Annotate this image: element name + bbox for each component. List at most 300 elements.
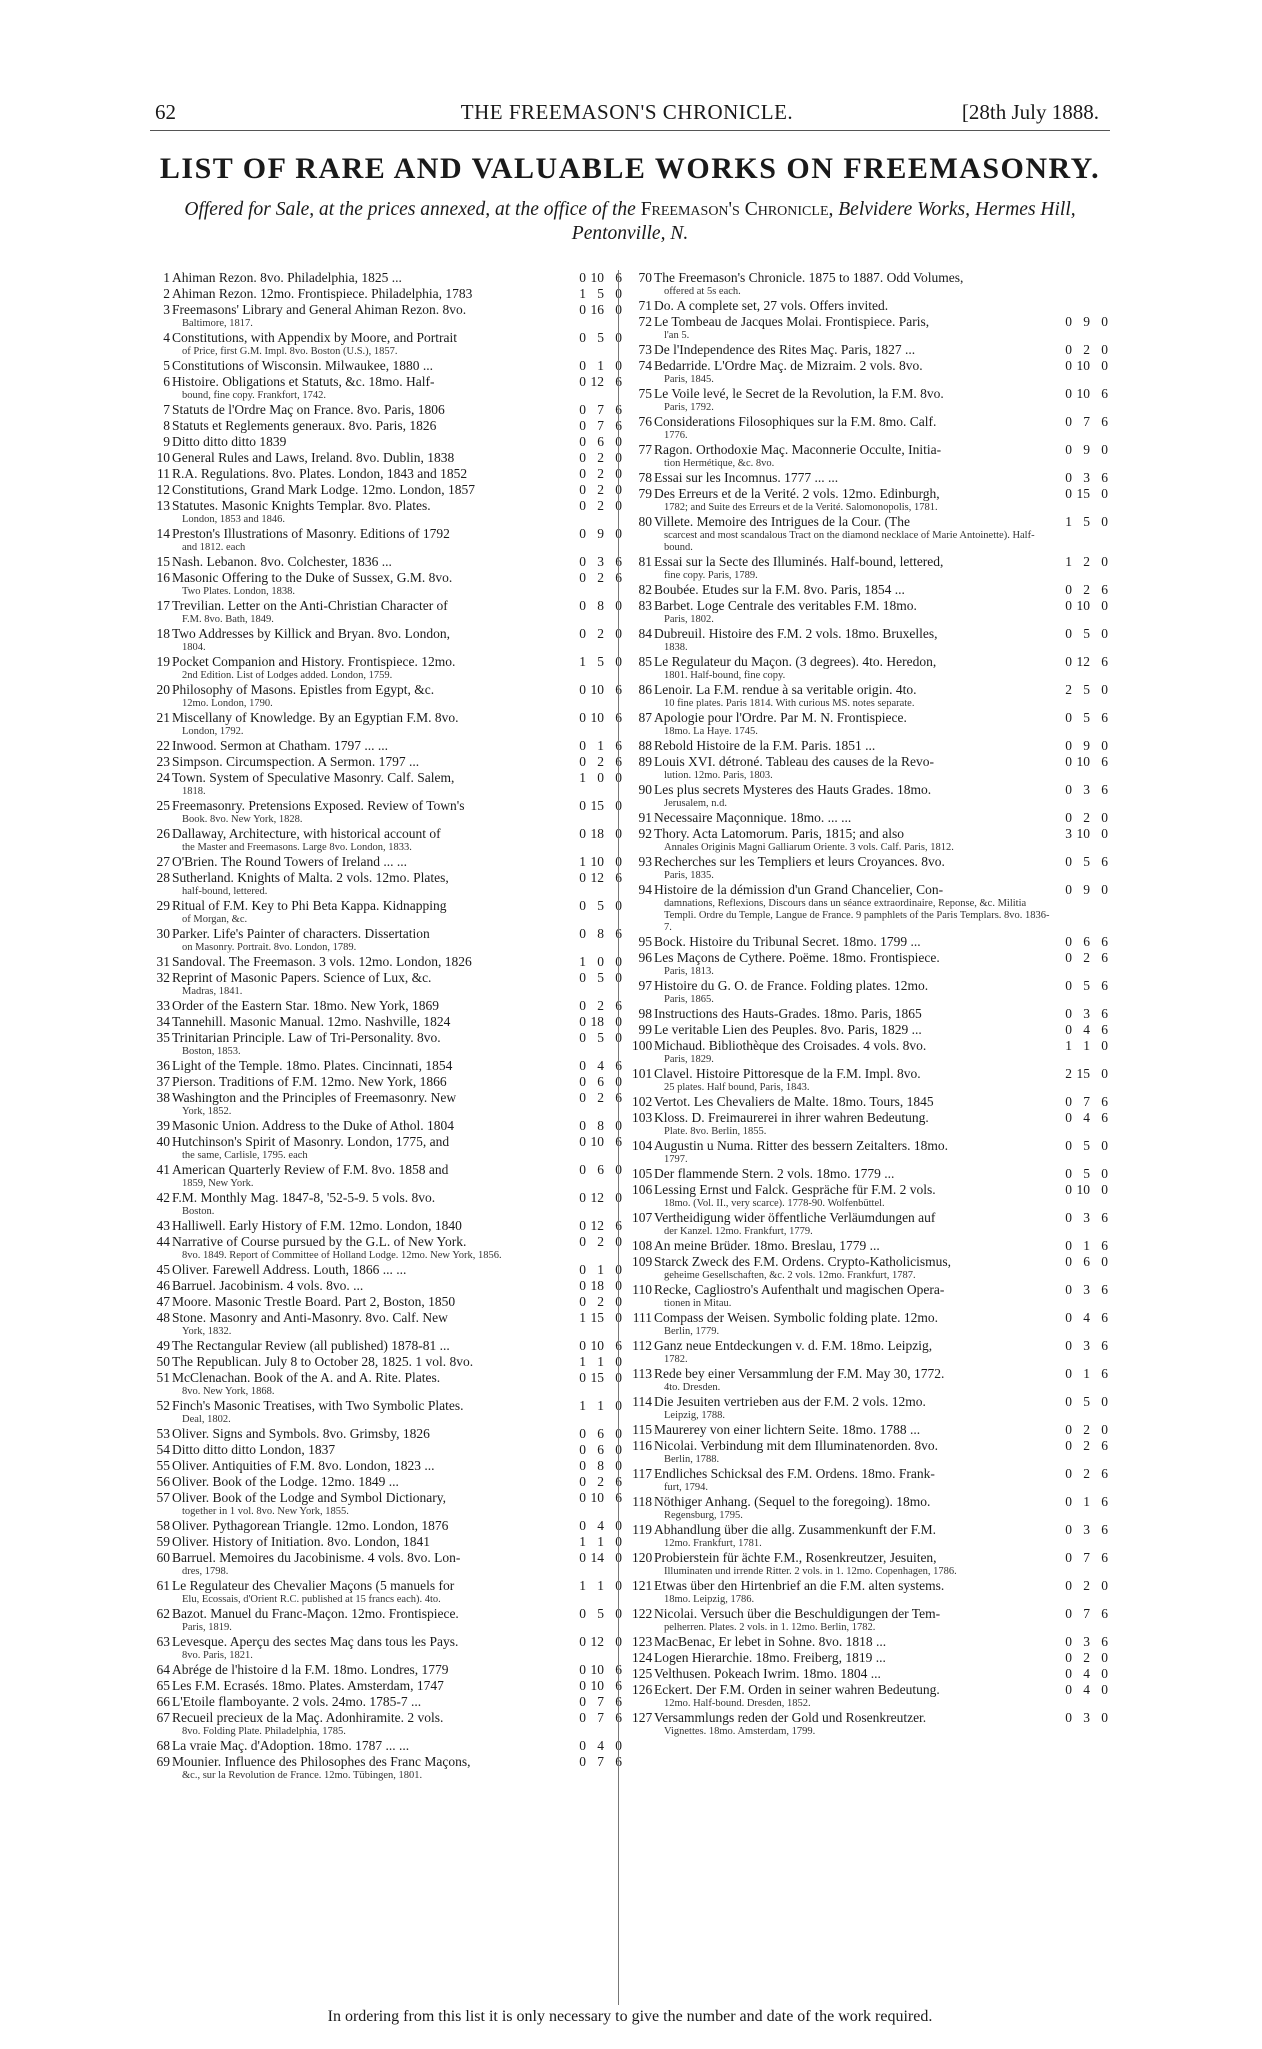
item-number: 26 xyxy=(156,826,170,841)
list-item xyxy=(632,470,1110,486)
price-pounds: 3 xyxy=(1065,826,1072,841)
item-price xyxy=(1054,1466,1110,1482)
list-item xyxy=(632,810,1110,826)
item-price xyxy=(568,1678,624,1694)
item-number: 116 xyxy=(632,1438,652,1453)
list-item xyxy=(150,1014,624,1030)
list-item xyxy=(632,486,1110,514)
item-number: 78 xyxy=(638,470,652,485)
item-title: Nicolai. Versuch über die Beschuldigungen der Tem- xyxy=(654,1606,941,1621)
item-price xyxy=(568,1398,624,1414)
item-number: 56 xyxy=(156,1474,170,1489)
price-shillings: 10 xyxy=(1076,358,1090,373)
price-shillings: 15 xyxy=(1076,486,1090,501)
price-pence: 0 xyxy=(615,1262,622,1277)
item-number: 2 xyxy=(163,286,170,301)
list-item xyxy=(632,1166,1110,1182)
item-details: together in 1 vol. 8vo. New York, 1855. xyxy=(182,1506,349,1517)
price-shillings: 5 xyxy=(1083,854,1090,869)
price-pence: 0 xyxy=(615,526,622,541)
list-item xyxy=(150,738,624,754)
item-details: Jerusalem, n.d. xyxy=(664,798,727,809)
item-price xyxy=(1054,1310,1110,1326)
item-details: Plate. 8vo. Berlin, 1855. xyxy=(664,1126,767,1137)
price-shillings: 10 xyxy=(1076,598,1090,613)
price-pounds: 0 xyxy=(579,554,586,569)
item-price xyxy=(568,870,624,886)
price-pence: 6 xyxy=(1101,1022,1108,1037)
price-pence: 0 xyxy=(1101,826,1108,841)
item-number: 61 xyxy=(156,1578,170,1593)
item-price xyxy=(568,1458,624,1474)
price-pence: 6 xyxy=(1101,1210,1108,1225)
list-item xyxy=(150,1634,624,1662)
item-title: Sandoval. The Freemason. 3 vols. 12mo. London, 1826 xyxy=(172,954,472,969)
item-details: der Kanzel. 12mo. Frankfurt, 1779. xyxy=(664,1226,813,1237)
price-pence: 0 xyxy=(1101,682,1108,697)
item-details: on Masonry. Portrait. 8vo. London, 1789. xyxy=(182,942,357,953)
item-price xyxy=(1054,1550,1110,1566)
item-price xyxy=(1054,1634,1110,1650)
price-shillings: 10 xyxy=(590,710,604,725)
item-title: Hutchinson's Spirit of Masonry. London, 1775, and xyxy=(172,1134,450,1149)
price-pounds: 0 xyxy=(579,270,586,285)
price-pounds: 0 xyxy=(1065,342,1072,357)
item-price xyxy=(1054,1710,1110,1726)
price-pounds: 0 xyxy=(1065,1438,1072,1453)
price-pounds: 0 xyxy=(1065,1394,1072,1409)
item-title: Do. A complete set, 27 vols. Offers invited. xyxy=(654,298,889,313)
price-pence: 0 xyxy=(1101,358,1108,373)
price-pounds: 0 xyxy=(579,374,586,389)
list-item xyxy=(632,782,1110,810)
item-details: Boston, 1853. xyxy=(182,1046,241,1057)
item-price xyxy=(568,450,624,466)
price-shillings: 7 xyxy=(597,418,604,433)
price-shillings: 1 xyxy=(597,1398,604,1413)
price-pounds: 0 xyxy=(1065,442,1072,457)
item-number: 75 xyxy=(638,386,652,401)
item-price xyxy=(568,998,624,1014)
item-title: Barruel. Memoires du Jacobinisme. 4 vols. 8vo. Lon- xyxy=(172,1550,461,1565)
list-item xyxy=(632,1494,1110,1522)
price-pence: 0 xyxy=(1101,1422,1108,1437)
item-number: 3 xyxy=(163,302,170,317)
price-pounds: 0 xyxy=(579,1458,586,1473)
list-item xyxy=(150,1738,624,1754)
price-shillings: 6 xyxy=(597,1426,604,1441)
item-number: 87 xyxy=(638,710,652,725)
item-title: Freemasonry. Pretensions Exposed. Review of Town's xyxy=(172,798,465,813)
price-pence: 0 xyxy=(615,358,622,373)
list-item xyxy=(150,770,624,798)
item-title: Ahiman Rezon. 12mo. Frontispiece. Philadelphia, 1783 xyxy=(172,286,473,301)
item-number: 127 xyxy=(632,1710,653,1725)
item-price xyxy=(568,1014,624,1030)
price-pounds: 0 xyxy=(579,402,586,417)
list-item xyxy=(150,418,624,434)
price-pounds: 1 xyxy=(579,1310,586,1325)
price-shillings: 2 xyxy=(597,498,604,513)
item-number: 80 xyxy=(638,514,652,529)
price-pounds: 0 xyxy=(1065,1254,1072,1269)
list-item xyxy=(150,450,624,466)
list-item xyxy=(632,314,1110,342)
price-shillings: 2 xyxy=(1083,810,1090,825)
item-title: Trevilian. Letter on the Anti-Christian Character of xyxy=(172,598,448,613)
price-shillings: 10 xyxy=(1076,386,1090,401)
item-number: 74 xyxy=(638,358,652,373)
list-item xyxy=(150,1442,624,1458)
column-divider xyxy=(618,270,619,2005)
price-pounds: 0 xyxy=(1065,1110,1072,1125)
item-price xyxy=(1054,1238,1110,1254)
list-item xyxy=(150,1030,624,1058)
price-shillings: 6 xyxy=(597,1074,604,1089)
list-item xyxy=(632,1522,1110,1550)
item-number: 84 xyxy=(638,626,652,641)
price-pounds: 2 xyxy=(1065,1066,1072,1081)
item-number: 91 xyxy=(638,810,652,825)
item-details: York, 1852. xyxy=(182,1106,232,1117)
item-details: Leipzig, 1788. xyxy=(664,1410,725,1421)
item-details: 8vo. 1849. Report of Committee of Holland Lodge. 12mo. New York, 1856. xyxy=(182,1250,502,1261)
price-shillings: 3 xyxy=(1083,1006,1090,1021)
price-pounds: 0 xyxy=(579,998,586,1013)
price-pounds: 0 xyxy=(579,526,586,541)
list-item xyxy=(150,710,624,738)
price-pounds: 0 xyxy=(579,1442,586,1457)
item-number: 94 xyxy=(638,882,652,897)
item-title: The Freemason's Chronicle. 1875 to 1887. Odd Volumes, xyxy=(654,270,964,285)
item-details: damnations, Reflexions, Discours dans un séance extraordinaire, Reponse, &c. Militia Templi. Ordre du Temple, Langue de France. 9 pamphlets of the Paris Templars. 8vo. 1836-7. xyxy=(664,898,1050,933)
price-pounds: 0 xyxy=(1065,1310,1072,1325)
price-pence: 0 xyxy=(1101,598,1108,613)
item-number: 125 xyxy=(632,1666,653,1681)
price-shillings: 10 xyxy=(1076,1182,1090,1197)
price-shillings: 4 xyxy=(597,1058,604,1073)
price-pounds: 0 xyxy=(579,754,586,769)
price-pounds: 0 xyxy=(579,434,586,449)
price-shillings: 6 xyxy=(597,1162,604,1177)
price-pence: 6 xyxy=(615,998,622,1013)
item-price xyxy=(568,1090,624,1106)
price-shillings: 7 xyxy=(597,402,604,417)
item-title: Statuts de l'Ordre Maç on France. 8vo. Paris, 1806 xyxy=(172,402,445,417)
list-item xyxy=(150,1550,624,1578)
price-pence: 6 xyxy=(1101,934,1108,949)
price-pounds: 1 xyxy=(579,286,586,301)
list-item xyxy=(632,1238,1110,1254)
price-pounds: 0 xyxy=(579,626,586,641)
price-shillings: 9 xyxy=(1083,314,1090,329)
list-item xyxy=(632,934,1110,950)
price-pounds: 0 xyxy=(579,1550,586,1565)
item-number: 6 xyxy=(163,374,170,389)
item-title: Reprint of Masonic Papers. Science of Lux, &c. xyxy=(172,970,432,985)
item-title: Etwas über den Hirtenbrief an die F.M. alten systems. xyxy=(654,1578,945,1593)
item-number: 113 xyxy=(632,1366,652,1381)
price-pounds: 0 xyxy=(1065,358,1072,373)
price-shillings: 10 xyxy=(590,1338,604,1353)
list-item xyxy=(632,1550,1110,1578)
item-price xyxy=(1054,738,1110,754)
item-price xyxy=(568,598,624,614)
price-pence: 0 xyxy=(1101,626,1108,641)
item-title: Les Maçons de Cythere. Poëme. 18mo. Frontispiece. xyxy=(654,950,940,965)
price-shillings: 14 xyxy=(590,1550,604,1565)
price-pounds: 0 xyxy=(1065,626,1072,641)
item-number: 103 xyxy=(632,1110,653,1125)
price-pence: 0 xyxy=(615,898,622,913)
list-item xyxy=(632,1666,1110,1682)
price-pounds: 0 xyxy=(579,1278,586,1293)
item-title: Light of the Temple. 18mo. Plates. Cincinnati, 1854 xyxy=(172,1058,453,1073)
price-pounds: 0 xyxy=(1065,782,1072,797)
item-price xyxy=(1054,782,1110,798)
item-price xyxy=(568,1294,624,1310)
item-price xyxy=(568,1634,624,1650)
item-details: the Master and Freemasons. Large 8vo. London, 1833. xyxy=(182,842,412,853)
item-details: geheime Gesellschaften, &c. 2 vols. 12mo. Frankfurt, 1787. xyxy=(664,1270,916,1281)
item-number: 8 xyxy=(163,418,170,433)
list-item xyxy=(150,466,624,482)
item-price xyxy=(1054,1282,1110,1298)
item-price xyxy=(568,1474,624,1490)
price-pence: 0 xyxy=(615,654,622,669)
list-item xyxy=(632,598,1110,626)
item-price xyxy=(568,682,624,698)
item-price xyxy=(1054,1038,1110,1054)
price-pence: 6 xyxy=(615,270,622,285)
list-item xyxy=(150,1578,624,1606)
price-pounds: 0 xyxy=(579,1190,586,1205)
item-title: Histoire de la démission d'un Grand Chancelier, Con- xyxy=(654,882,944,897)
item-number: 38 xyxy=(156,1090,170,1105)
list-item xyxy=(150,1262,624,1278)
item-title: Vertot. Les Chevaliers de Malte. 18mo. Tours, 1845 xyxy=(654,1094,934,1109)
item-number: 122 xyxy=(632,1606,653,1621)
item-title: Le Regulateur du Maçon. (3 degrees). 4to. Heredon, xyxy=(654,654,937,669)
item-price xyxy=(568,1278,624,1294)
price-pounds: 0 xyxy=(1065,1338,1072,1353)
price-shillings: 2 xyxy=(597,626,604,641)
price-pounds: 0 xyxy=(1065,1422,1072,1437)
price-pounds: 0 xyxy=(1065,754,1072,769)
item-number: 68 xyxy=(156,1738,170,1753)
price-pence: 0 xyxy=(1101,1254,1108,1269)
price-pounds: 1 xyxy=(579,1578,586,1593)
item-number: 45 xyxy=(156,1262,170,1277)
item-title: Recherches sur les Templiers et leurs Croyances. 8vo. xyxy=(654,854,945,869)
price-shillings: 1 xyxy=(1083,1038,1090,1053)
subtitle-smallcaps: Freemason's Chronicle xyxy=(640,199,829,220)
item-details: &c., sur la Revolution de France. 12mo. Tübingen, 1801. xyxy=(182,1770,423,1781)
item-price xyxy=(568,270,624,286)
item-number: 32 xyxy=(156,970,170,985)
item-number: 57 xyxy=(156,1490,170,1505)
item-details: Madras, 1841. xyxy=(182,986,243,997)
price-shillings: 2 xyxy=(597,1294,604,1309)
price-pence: 6 xyxy=(1101,1366,1108,1381)
price-pence: 0 xyxy=(615,1634,622,1649)
list-item xyxy=(150,1474,624,1490)
price-pounds: 0 xyxy=(1065,1710,1072,1725)
price-pence: 6 xyxy=(615,710,622,725)
item-price xyxy=(1054,1254,1110,1270)
price-pence: 0 xyxy=(615,854,622,869)
price-pence: 0 xyxy=(615,798,622,813)
item-price xyxy=(568,1550,624,1566)
item-price xyxy=(568,1354,624,1370)
list-item xyxy=(150,570,624,598)
price-pounds: 0 xyxy=(579,598,586,613)
item-title: Eckert. Der F.M. Orden in seiner wahren Bedeutung. xyxy=(654,1682,940,1697)
item-number: 64 xyxy=(156,1662,170,1677)
list-item xyxy=(632,754,1110,782)
item-price xyxy=(568,898,624,914)
item-title: Order of the Eastern Star. 18mo. New York, 1869 xyxy=(172,998,439,1013)
price-shillings: 5 xyxy=(597,330,604,345)
item-title: Oliver. Pythagorean Triangle. 12mo. London, 1876 xyxy=(172,1518,449,1533)
price-pence: 0 xyxy=(1101,1182,1108,1197)
price-pounds: 0 xyxy=(579,1014,586,1029)
price-pounds: 0 xyxy=(1065,414,1072,429)
item-title: Trinitarian Principle. Law of Tri-Personality. 8vo. xyxy=(172,1030,441,1045)
item-number: 46 xyxy=(156,1278,170,1293)
item-title: Endliches Schicksal des F.M. Ordens. 18mo. Frank- xyxy=(654,1466,935,1481)
price-shillings: 6 xyxy=(597,434,604,449)
price-pounds: 0 xyxy=(579,330,586,345)
price-pence: 6 xyxy=(615,1134,622,1149)
item-details: 18mo. (Vol. II., very scarce). 1778-90. Wolfenbüttel. xyxy=(664,1198,885,1209)
price-pence: 0 xyxy=(615,466,622,481)
item-price xyxy=(568,466,624,482)
price-shillings: 5 xyxy=(1083,682,1090,697)
list-item xyxy=(150,554,624,570)
item-price xyxy=(1054,1022,1110,1038)
item-price xyxy=(568,1118,624,1134)
price-shillings: 4 xyxy=(1083,1666,1090,1681)
item-title: Le Tombeau de Jacques Molai. Frontispiece. Paris, xyxy=(654,314,930,329)
price-shillings: 2 xyxy=(1083,1650,1090,1665)
item-price xyxy=(568,1578,624,1594)
price-shillings: 5 xyxy=(1083,710,1090,725)
item-price xyxy=(568,330,624,346)
item-price xyxy=(568,926,624,942)
price-pence: 6 xyxy=(615,738,622,753)
item-number: 59 xyxy=(156,1534,170,1549)
item-price xyxy=(1054,358,1110,374)
list-item xyxy=(150,1662,624,1678)
item-price xyxy=(568,770,624,786)
list-title: LIST OF RARE AND VALUABLE WORKS ON FREEMASONRY. xyxy=(159,152,1101,185)
item-details: bound, fine copy. Frankfort, 1742. xyxy=(182,390,326,401)
item-number: 10 xyxy=(156,450,170,465)
price-pence: 0 xyxy=(1101,1578,1108,1593)
price-shillings: 2 xyxy=(597,466,604,481)
price-shillings: 2 xyxy=(1083,554,1090,569)
price-shillings: 5 xyxy=(1083,1394,1090,1409)
item-number: 76 xyxy=(638,414,652,429)
price-shillings: 1 xyxy=(597,358,604,373)
list-item xyxy=(632,1578,1110,1606)
item-price xyxy=(568,1534,624,1550)
item-price xyxy=(568,434,624,450)
price-shillings: 5 xyxy=(597,970,604,985)
item-details: Two Plates. London, 1838. xyxy=(182,586,296,597)
list-item xyxy=(150,998,624,1014)
price-pence: 0 xyxy=(1101,738,1108,753)
price-pence: 6 xyxy=(1101,654,1108,669)
list-item xyxy=(632,1094,1110,1110)
item-number: 17 xyxy=(156,598,170,613)
item-price xyxy=(568,554,624,570)
item-details: Boston. xyxy=(182,1206,215,1217)
item-title: Starck Zweck des F.M. Ordens. Crypto-Katholicismus, xyxy=(654,1254,951,1269)
price-pounds: 0 xyxy=(1065,1466,1072,1481)
item-price xyxy=(568,1262,624,1278)
price-shillings: 10 xyxy=(590,1134,604,1149)
list-item xyxy=(150,798,624,826)
item-details: York, 1832. xyxy=(182,1326,232,1337)
price-shillings: 0 xyxy=(597,954,604,969)
price-pence: 0 xyxy=(1101,882,1108,897)
list-item xyxy=(632,1066,1110,1094)
item-number: 15 xyxy=(156,554,170,569)
item-price xyxy=(568,854,624,870)
item-number: 20 xyxy=(156,682,170,697)
price-shillings: 16 xyxy=(590,302,604,317)
item-number: 53 xyxy=(156,1426,170,1441)
price-pence: 0 xyxy=(615,286,622,301)
item-number: 96 xyxy=(638,950,652,965)
price-pence: 0 xyxy=(1101,1166,1108,1181)
price-shillings: 4 xyxy=(1083,1310,1090,1325)
item-number: 71 xyxy=(638,298,652,313)
item-price xyxy=(1054,1666,1110,1682)
price-shillings: 2 xyxy=(1083,1578,1090,1593)
item-number: 48 xyxy=(156,1310,170,1325)
item-details: Book. 8vo. New York, 1828. xyxy=(182,814,303,825)
price-shillings: 1 xyxy=(1083,1494,1090,1509)
list-item xyxy=(150,1310,624,1338)
ordering-note: In ordering from this list it is only necessary to give the number and date of the work required. xyxy=(327,2008,933,2025)
item-title: Town. System of Speculative Masonry. Calf. Salem, xyxy=(172,770,455,785)
item-details: 1859, New York. xyxy=(182,1178,254,1189)
item-title: Essai sur la Secte des Illuminés. Half-bound, lettered, xyxy=(654,554,944,569)
price-pounds: 0 xyxy=(579,1074,586,1089)
price-pounds: 1 xyxy=(579,654,586,669)
item-title: Histoire du G. O. de France. Folding plates. 12mo. xyxy=(654,978,929,993)
item-price xyxy=(568,954,624,970)
item-title: Bazot. Manuel du Franc-Maçon. 12mo. Frontispiece. xyxy=(172,1606,459,1621)
item-title: De l'Independence des Rites Maç. Paris, 1827 ... xyxy=(654,342,916,357)
price-pence: 6 xyxy=(1101,1006,1108,1021)
item-number: 102 xyxy=(632,1094,653,1109)
item-number: 60 xyxy=(156,1550,170,1565)
price-shillings: 5 xyxy=(597,286,604,301)
issue-date: [28th July 1888. xyxy=(961,100,1099,124)
price-shillings: 7 xyxy=(597,1710,604,1725)
price-shillings: 5 xyxy=(597,1606,604,1621)
price-pence: 6 xyxy=(615,1710,622,1725)
item-title: Narrative of Course pursued by the G.L. of New York. xyxy=(172,1234,467,1249)
item-price xyxy=(1054,514,1110,530)
item-details: 4to. Dresden. xyxy=(664,1382,721,1393)
item-details: Paris, 1845. xyxy=(664,374,714,385)
list-item xyxy=(632,710,1110,738)
